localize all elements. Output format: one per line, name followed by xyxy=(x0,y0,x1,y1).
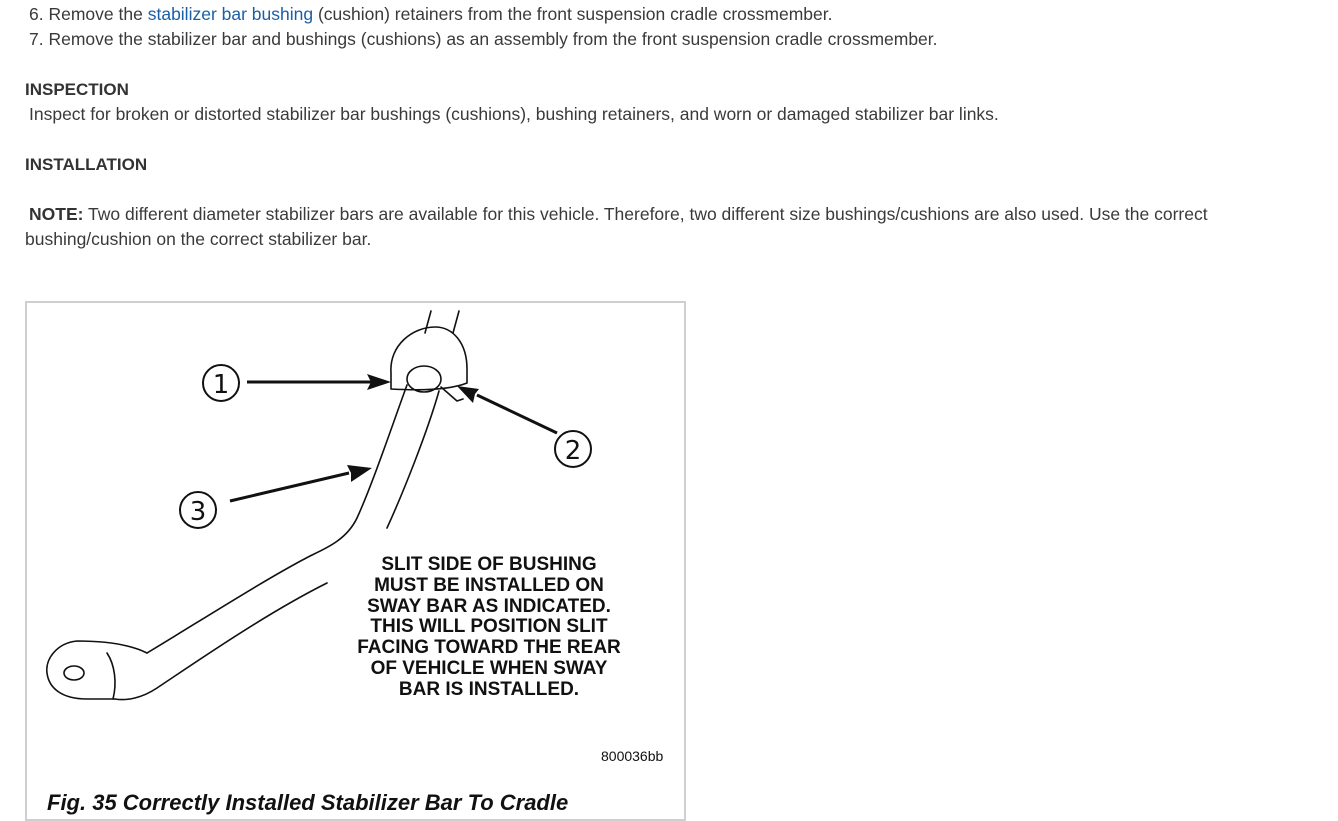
step-number: 6. xyxy=(29,4,44,24)
bar-upper-edge-left xyxy=(425,311,431,333)
figure-note-line: SWAY BAR AS INDICATED. xyxy=(367,595,611,617)
bar-end-hole xyxy=(64,666,84,680)
bar-upper-edge-right xyxy=(453,311,459,333)
figure-id: 800036bb xyxy=(601,748,664,764)
bar-lower-edge xyxy=(115,583,327,700)
figure-stabilizer-bar xyxy=(25,301,686,821)
figure-note-line: OF VEHICLE WHEN SWAY xyxy=(370,657,608,679)
figure-note-line: SLIT SIDE OF BUSHING xyxy=(381,554,597,575)
figure-note xyxy=(334,555,644,701)
installation-heading: INSTALLATION xyxy=(25,155,148,174)
callout-3-label: 3 xyxy=(189,497,207,527)
callout-2-label: 2 xyxy=(564,436,582,466)
bar-end-in-bushing xyxy=(407,366,441,392)
installation-note-continued: bushing/cushion on the correct stabilizer bar. xyxy=(25,229,372,249)
installation-note xyxy=(29,202,1208,227)
procedure-step-6 xyxy=(25,2,833,27)
inspection-text: Inspect for broken or distorted stabilizer bar bushings (cushions), bushing retainers, and worn or damaged stabilizer bar links. xyxy=(29,104,999,124)
callout-1 xyxy=(203,365,391,401)
step-text: Remove the stabilizer bar and bushings (cushions) as an assembly from the front suspension cradle crossmember. xyxy=(48,29,938,49)
figure-note-line: FACING TOWARD THE REAR xyxy=(357,637,621,659)
procedure-step-7 xyxy=(25,27,938,52)
bar-end-eye-inner xyxy=(107,653,115,699)
bushing-slit xyxy=(441,387,463,401)
inspection-heading: INSPECTION xyxy=(25,80,129,99)
note-text: Two different diameter stabilizer bars are available for this vehicle. Therefore, two different size bushings/cushions are also used. Use the correct xyxy=(88,204,1208,224)
bar-right-edge xyxy=(387,391,439,528)
figure-note-line: BAR IS INSTALLED. xyxy=(398,678,580,700)
step-number: 7. xyxy=(29,29,44,49)
callout-1-label: 1 xyxy=(212,370,230,400)
figure-caption: Fig. 35 Correctly Installed Stabilizer Bar To Cradle xyxy=(47,790,569,815)
figure-note-line: THIS WILL POSITION SLIT xyxy=(370,616,608,638)
callout-3 xyxy=(180,465,372,528)
figure-note-line: MUST BE INSTALLED ON xyxy=(374,574,604,596)
bar-end-eye xyxy=(47,641,147,699)
stabilizer-bar-bushing-link[interactable]: stabilizer bar bushing xyxy=(147,4,314,24)
bushing-outline xyxy=(391,327,467,390)
step-text: Remove the xyxy=(48,4,143,24)
note-label: NOTE: xyxy=(29,204,84,224)
step-text: (cushion) retainers from the front suspension cradle crossmember. xyxy=(317,4,833,24)
